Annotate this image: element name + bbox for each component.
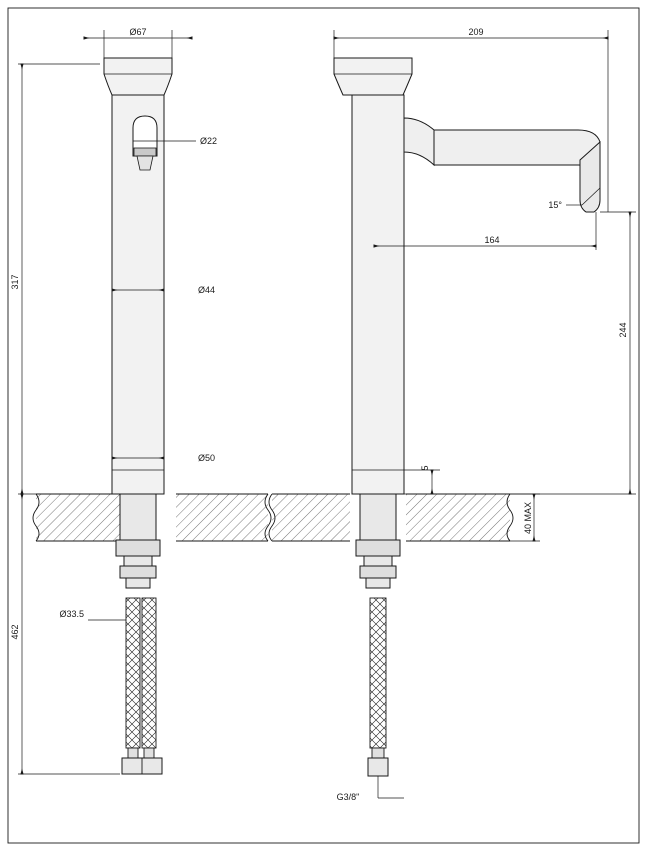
side-hose-fitting	[368, 758, 388, 776]
dim-front-overall-height: 317	[10, 274, 20, 290]
side-spout-elbow	[404, 118, 434, 165]
side-washer	[356, 540, 400, 556]
side-column	[352, 95, 404, 494]
side-spout-arm	[434, 130, 600, 176]
dim-front-top-diameter: Ø67	[129, 27, 147, 37]
dim-front-shank-diameter: Ø33.5	[59, 609, 84, 619]
front-hose-left	[126, 598, 140, 748]
dim-side-reach-inner: 164	[484, 235, 500, 245]
side-collar	[366, 578, 390, 588]
front-head-cap	[104, 58, 172, 95]
dim-side-max-deck-thickness: 40 MAX	[523, 501, 533, 535]
dim-front-base-diameter: Ø50	[198, 453, 216, 463]
dim-side-hose-thread: G3/8"	[336, 792, 360, 802]
dim-front-aerator-diameter: Ø22	[200, 136, 218, 146]
side-nut-lower	[360, 566, 396, 578]
dim-side-spout-angle: 15°	[548, 200, 562, 210]
front-water-stream	[137, 156, 153, 170]
front-nut-lower	[120, 566, 156, 578]
front-collar	[126, 578, 150, 588]
side-shank	[360, 494, 396, 540]
dim-side-spout-height: 244	[618, 322, 628, 338]
front-nut-upper	[124, 556, 152, 566]
dim-front-total-length: 462	[10, 624, 20, 640]
dim-side-reach-total: 209	[468, 27, 484, 37]
side-hose	[370, 598, 386, 748]
front-hose-right	[142, 598, 156, 748]
dim-front-column-diameter: Ø44	[198, 285, 216, 295]
side-nut-upper	[364, 556, 392, 566]
dim-side-base-thickness: 5	[420, 465, 430, 471]
front-washer	[116, 540, 160, 556]
front-aerator	[134, 148, 156, 156]
front-shank	[120, 494, 156, 540]
side-head-cap	[334, 58, 412, 95]
side-view	[269, 58, 600, 776]
front-view	[33, 58, 271, 774]
